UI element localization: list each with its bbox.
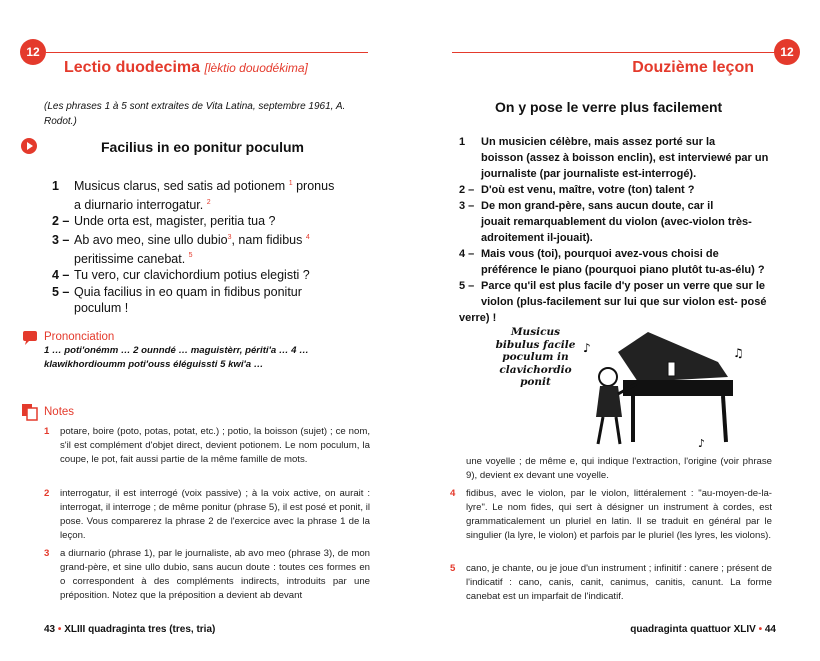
french-sentence	[459, 182, 779, 198]
header-rule	[46, 52, 368, 53]
pronunciation-title: Prononciation	[44, 331, 115, 343]
svg-text:♪: ♪	[698, 437, 706, 450]
lesson-title: Lectio duodecima [lèktio douodékima]	[64, 59, 308, 76]
svg-text:♫: ♫	[733, 346, 744, 360]
french-sentence	[459, 278, 779, 326]
notes-icon	[21, 403, 39, 421]
french-sentence-line: préférence le piano (pourquoi piano plutôt tu-as-élu) ?	[481, 264, 765, 276]
lesson-number-badge: 12	[774, 39, 800, 65]
note-item: 3 a diurnario (phrase 1), par le journaliste, ab avo meo (phrase 3), de mon grand-père, et sine ullo dubio, sans aucun doute : toutes ces formes en o correspondent à des compléments indirects, introduits par une préposition. Notez que la préposition a devient ab devant	[44, 548, 370, 601]
speech-bubble-icon	[21, 330, 39, 346]
french-sentence-line: violon (plus-facilement sur lui que sur violon est- posé verre) !	[459, 296, 767, 324]
latin-sentence: 2 – Unde orta est, magister, peritia tua ?	[52, 214, 276, 229]
note-item: 2 interrogatur, il est interrogé (voix passive) ; à la voix active, on aurait : interrogat, il interroge ; de même ponitur (phrase 5), il est posé et ponit, il pose. Vous comparerez la phrase 2 de l'exercice avec la phrase 1 de la leçon.	[44, 488, 370, 541]
french-sentences	[459, 134, 779, 326]
latin-sentence: 4 – Tu vero, cur clavichordium potius elegisti ?	[52, 268, 310, 283]
page-footer-left: 43 • XLIII quadraginta tres (tres, tria)	[44, 624, 216, 635]
lesson-number-badge: 12	[20, 39, 46, 65]
french-sentence-line: 4 – Mais vous (toi), pourquoi avez-vous choisi de	[459, 248, 719, 260]
french-sentence-line: adroitement il-jouait).	[481, 232, 593, 244]
french-sentence-line: 2 – D'où est venu, maître, votre (ton) talent ?	[459, 184, 695, 196]
latin-sentence: 1 Musicus clarus, sed satis ad potionem $^1$ pronus a diurnario interrogatur. $^2$	[52, 179, 335, 212]
audio-play-icon[interactable]	[21, 138, 37, 154]
pronunciation-text: 1 … poti'onémm … 2 ounndé … maguistèrr, périti'a … 4 … klawikhordioumm poti'ouss éléguissti 5 kwi'a …	[44, 345, 309, 370]
source-note: (Les phrases 1 à 5 sont extraites de Vita Latina, septembre 1961, A. Rodot.)	[44, 101, 346, 127]
french-heading: On y pose le verre plus facilement	[495, 99, 723, 115]
note-continuation: une voyelle ; de même e, qui indique l'extraction, l'origine (voir phrase 9), devient ex devant une voyelle.	[466, 456, 772, 481]
french-sentence	[459, 198, 779, 246]
french-sentence	[459, 246, 779, 278]
french-sentence-line: 5 – Parce qu'il est plus facile d'y poser un verre que sur le	[459, 280, 766, 292]
latin-heading: Facilius in eo ponitur poculum	[101, 139, 305, 155]
french-sentence-line: 3 – De mon grand-père, sans aucun doute, car il	[459, 200, 714, 212]
french-sentence-line: jouait remarquablement du violon (avec-violon très-	[481, 216, 752, 228]
lesson-title-pronunciation: [lèktio douodékima]	[204, 61, 308, 75]
page-footer-right: quadraginta quattuor XLIV • 44	[630, 624, 776, 635]
latin-sentence: 5 – Quia facilius in eo quam in fidibus ponitur poculum !	[52, 284, 302, 316]
lesson-title-fr: Douzième leçon	[632, 59, 754, 76]
notes-title: Notes	[44, 406, 75, 418]
svg-text:♪: ♪	[583, 341, 591, 355]
cartoon-illustration	[468, 322, 744, 452]
header-rule	[452, 52, 775, 53]
french-sentence-line: 1 Un musicien célèbre, mais assez porté sur la	[459, 136, 716, 148]
note-item: 1 potare, boire (poto, potas, potat, etc.) ; potio, la boisson (sujet) ; ce nom, s'il est complément d'objet direct, devient potionem. Le nom poculum, la coupe, le pot, fait aussi partie de la même famille de mots.	[44, 426, 370, 465]
french-sentence-line: boisson (assez à boisson enclin), est interviewé par un	[481, 152, 769, 164]
french-sentence	[459, 134, 779, 182]
french-sentence-line: journaliste (par journaliste est-interrogé).	[481, 168, 697, 180]
note-item: 4 fidibus, avec le violon, par le violon, littéralement : "au-moyen-de-la-lyre". Le nom fides, qui sert à désigner un instrument à cordes, est grammaticalement un pluriel en latin. Il se traduit en général par le singulier (la lyre, le violon) et parfois par le pluriel (les lyres, les violons).	[450, 488, 772, 541]
latin-sentences	[52, 176, 372, 317]
cartoon-caption: Musicus bibulus facile poculum in clavichordio ponit	[495, 326, 576, 388]
note-item: 5 cano, je chante, ou je joue d'un instrument ; infinitif : canere ; présent de l'indicatif : cano, canis, canit, canimus, canitis, canunt. La forme canebat est un imparfait de l'indicatif.	[450, 563, 772, 602]
latin-sentence: 3 – Ab avo meo, sine ullo dubio$^3$, nam fidibus $^4$ peritissime canebat. $^5$	[52, 232, 310, 266]
piano-player-drawing	[578, 322, 753, 452]
